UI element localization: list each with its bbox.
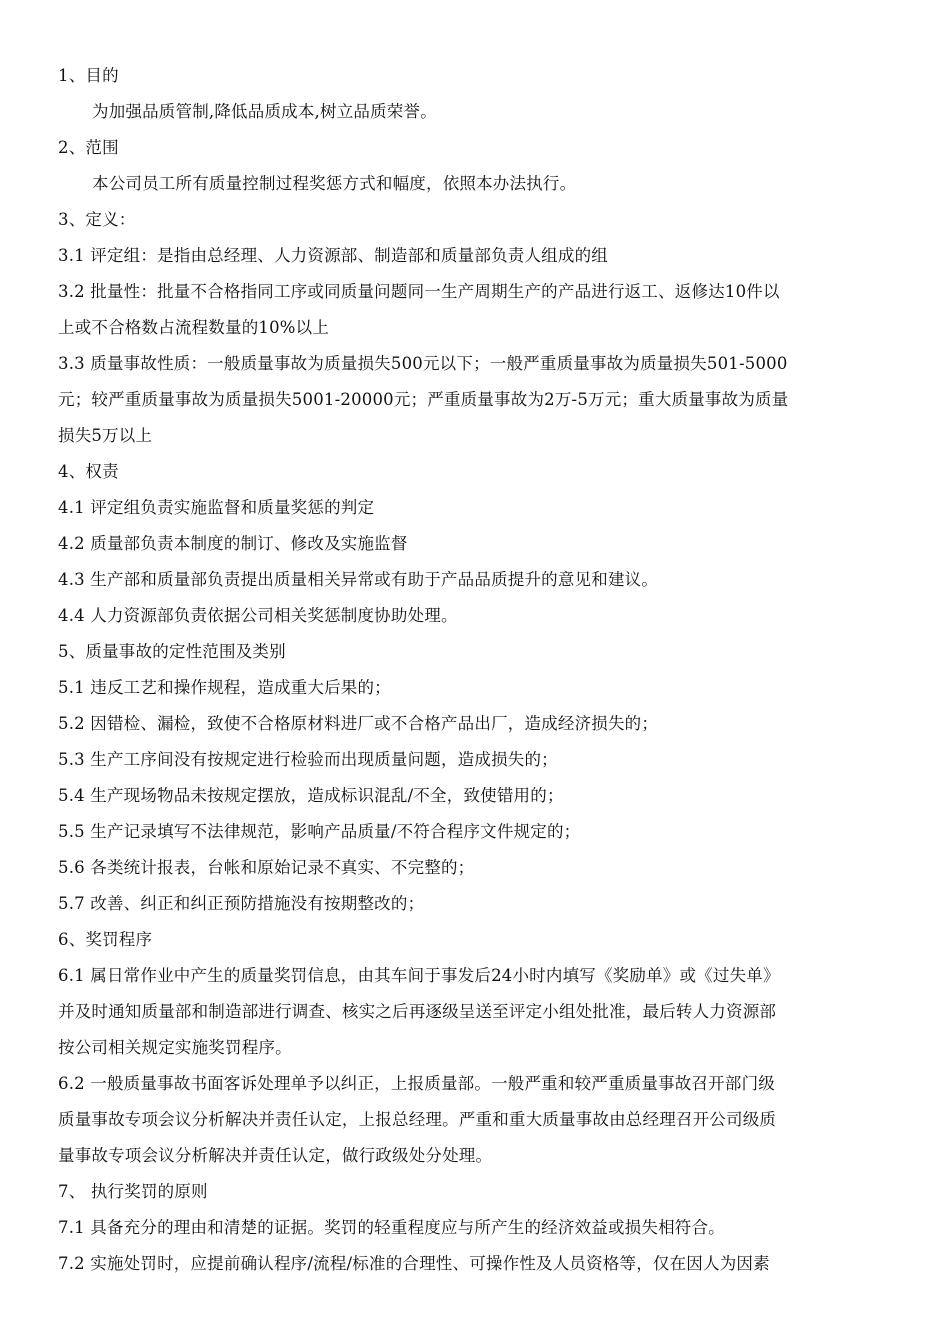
heading-principles: 7、 执行奖罚的原则 bbox=[58, 1182, 208, 1201]
category-5-5: 5.5 生产记录填写不法律规范，影响产品质量/不符合程序文件规定的； bbox=[58, 822, 581, 841]
paragraph-scope: 本公司员工所有质量控制过程奖惩方式和幅度，依照本办法执行。 bbox=[92, 174, 577, 193]
paragraph-purpose: 为加强品质管制,降低品质成本,树立品质荣誉。 bbox=[92, 102, 437, 121]
definition-3-2-line-1: 3.2 批量性：批量不合格指同工序或同质量问题同一生产周期生产的产品进行返工、返修达10件以 bbox=[58, 282, 780, 301]
heading-procedure: 6、奖罚程序 bbox=[58, 930, 153, 949]
principle-7-1: 7.1 具备充分的理由和清楚的证据。奖罚的轻重程度应与所产生的经济效益或损失相符合。 bbox=[58, 1218, 725, 1237]
responsibility-4-1: 4.1 评定组负责实施监督和质量奖惩的判定 bbox=[58, 498, 375, 517]
procedure-6-2-line-3: 量事故专项会议分析解决并责任认定，做行政级处分处理。 bbox=[58, 1146, 493, 1165]
heading-definitions: 3、定义： bbox=[58, 210, 136, 229]
definition-3-3-line-2: 元；较严重质量事故为质量损失5001-20000元；严重质量事故为2万-5万元；重大质量事故为质量 bbox=[58, 390, 789, 409]
category-5-2: 5.2 因错检、漏检，致使不合格原材料进厂或不合格产品出厂，造成经济损失的； bbox=[58, 714, 659, 733]
responsibility-4-3: 4.3 生产部和质量部负责提出质量相关异常或有助于产品品质提升的意见和建议。 bbox=[58, 570, 659, 589]
principle-7-2: 7.2 实施处罚时，应提前确认程序/流程/标准的合理性、可操作性及人员资格等，仅在因人为因素 bbox=[58, 1254, 770, 1273]
definition-3-3-line-3: 损失5万以上 bbox=[58, 426, 153, 445]
category-5-1: 5.1 违反工艺和操作规程，造成重大后果的； bbox=[58, 678, 391, 697]
responsibility-4-4: 4.4 人力资源部负责依据公司相关奖惩制度协助处理。 bbox=[58, 606, 458, 625]
heading-purpose: 1、目的 bbox=[58, 66, 119, 85]
heading-scope: 2、范围 bbox=[58, 138, 119, 157]
procedure-6-1-line-1: 6.1 属日常作业中产生的质量奖罚信息，由其车间于事发后24小时内填写《奖励单》或《过失单》 bbox=[58, 966, 780, 985]
heading-responsibilities: 4、权责 bbox=[58, 462, 119, 481]
procedure-6-2-line-2: 质量事故专项会议分析解决并责任认定，上报总经理。严重和重大质量事故由总经理召开公司级质 bbox=[58, 1110, 777, 1129]
heading-accident-categories: 5、质量事故的定性范围及类别 bbox=[58, 642, 286, 661]
definition-3-3-line-1: 3.3 质量事故性质：一般质量事故为质量损失500元以下；一般严重质量事故为质量损失501-5000 bbox=[58, 354, 788, 373]
category-5-3: 5.3 生产工序间没有按规定进行检验而出现质量问题，造成损失的； bbox=[58, 750, 558, 769]
category-5-4: 5.4 生产现场物品未按规定摆放，造成标识混乱/不全，致使错用的； bbox=[58, 786, 564, 805]
definition-3-1: 3.1 评定组：是指由总经理、人力资源部、制造部和质量部负责人组成的组 bbox=[58, 246, 608, 265]
category-5-6: 5.6 各类统计报表，台帐和原始记录不真实、不完整的； bbox=[58, 858, 475, 877]
procedure-6-2-line-1: 6.2 一般质量事故书面客诉处理单予以纠正，上报质量部。一般严重和较严重质量事故召开部门级 bbox=[58, 1074, 775, 1093]
category-5-7: 5.7 改善、纠正和纠正预防措施没有按期整改的； bbox=[58, 894, 425, 913]
procedure-6-1-line-3: 按公司相关规定实施奖罚程序。 bbox=[58, 1038, 292, 1057]
procedure-6-1-line-2: 并及时通知质量部和制造部进行调查、核实之后再逐级呈送至评定小组处批准，最后转人力资源部 bbox=[58, 1002, 777, 1021]
responsibility-4-2: 4.2 质量部负责本制度的制订、修改及实施监督 bbox=[58, 534, 408, 553]
definition-3-2-line-2: 上或不合格数占流程数量的10%以上 bbox=[58, 318, 330, 337]
